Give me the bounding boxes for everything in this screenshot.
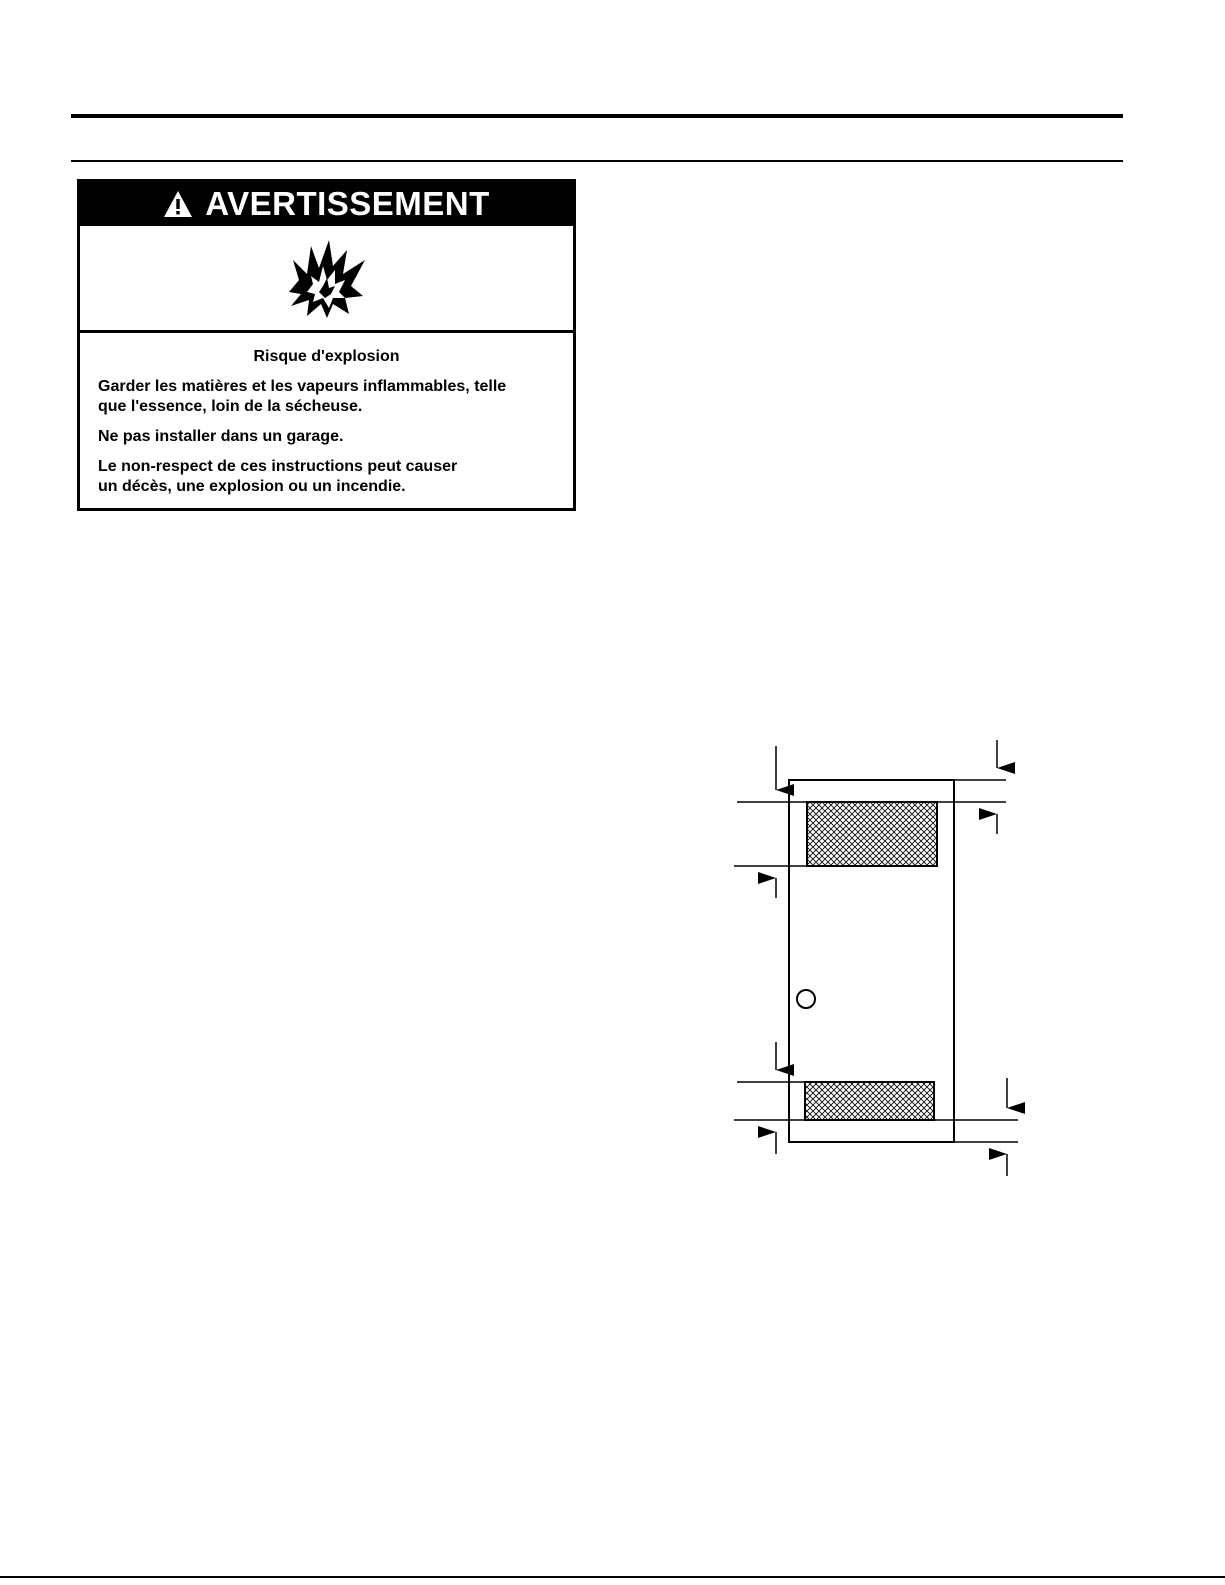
header-rule-thick bbox=[71, 114, 1123, 118]
warning-paragraph-2: Ne pas installer dans un garage. bbox=[98, 428, 344, 445]
footer-rule bbox=[0, 1576, 1225, 1578]
door-vent-diagram bbox=[720, 730, 1040, 1200]
warning-paragraph-1 bbox=[98, 377, 555, 417]
hatched-vent-top bbox=[807, 802, 937, 866]
hazard-title: Risque d'explosion bbox=[253, 348, 400, 365]
warning-paragraph-3-line-1: Le non-respect de ces instructions peut causer bbox=[98, 458, 458, 475]
warning-paragraph-3 bbox=[98, 457, 555, 497]
symbol-area bbox=[80, 226, 573, 333]
hatched-vent-bottom bbox=[805, 1082, 934, 1120]
explosion-icon bbox=[285, 236, 369, 320]
warning-box bbox=[77, 179, 576, 511]
warning-paragraph-3-line-2: un décès, une explosion ou un incendie. bbox=[98, 478, 406, 495]
alert-triangle-icon bbox=[163, 190, 193, 218]
warning-paragraph-1-line-2: que l'essence, loin de la sécheuse. bbox=[98, 398, 363, 415]
warning-body bbox=[80, 333, 573, 497]
door-knob bbox=[797, 990, 815, 1008]
warning-paragraph-1-line-1: Garder les matières et les vapeurs inflammables, telle bbox=[98, 378, 507, 395]
warning-title: AVERTISSEMENT bbox=[205, 185, 490, 222]
header-rule-thin bbox=[71, 160, 1123, 162]
warning-header bbox=[80, 182, 573, 226]
